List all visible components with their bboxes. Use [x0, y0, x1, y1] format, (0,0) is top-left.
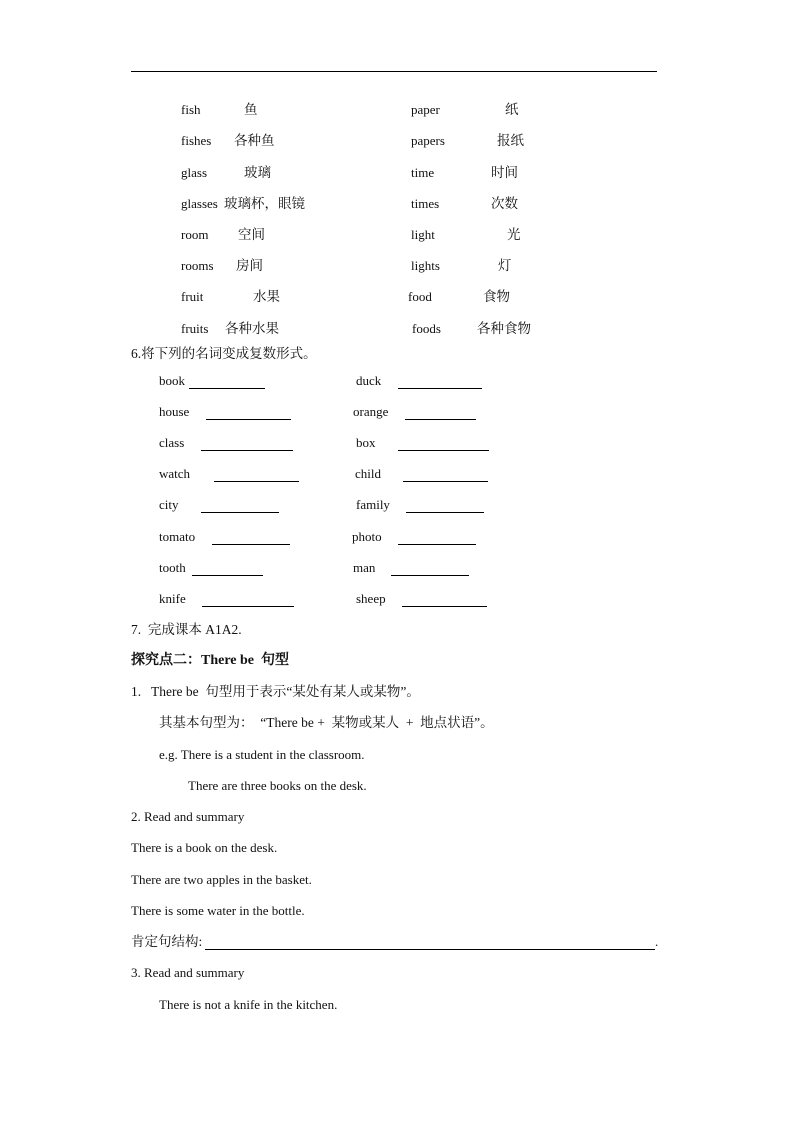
answer-blank — [202, 606, 294, 607]
summary-sentence: There is some water in the bottle. — [131, 903, 305, 918]
answer-blank — [212, 544, 290, 545]
vocab-word: rooms — [181, 258, 214, 273]
exercise-word: knife — [159, 591, 186, 606]
exercise-word: duck — [356, 373, 382, 388]
answer-blank — [201, 450, 293, 451]
answer-blank — [398, 388, 482, 389]
exercise-word: class — [159, 435, 185, 450]
vocab-word: fruit — [181, 289, 204, 304]
read-summary-title: 2. Read and summary — [131, 809, 245, 824]
vocab-meaning: 各种水果 — [225, 321, 279, 336]
vocab-word: foods — [412, 321, 441, 336]
vocab-meaning: 光 — [507, 227, 521, 242]
exercise-word: child — [355, 466, 381, 481]
exercise-word: box — [356, 435, 376, 450]
vocab-word: time — [411, 165, 435, 180]
vocab-word: paper — [411, 102, 440, 117]
vocab-meaning: 次数 — [491, 196, 518, 211]
exercise-word: house — [159, 404, 190, 419]
answer-blank — [192, 575, 263, 576]
vocab-meaning: 各种鱼 — [234, 133, 275, 148]
exercise-word: man — [353, 560, 376, 575]
answer-blank — [403, 481, 488, 482]
exercise-word: photo — [352, 529, 382, 544]
vocab-meaning: 食物 — [483, 289, 510, 304]
vocab-meaning: 房间 — [236, 258, 263, 273]
exercise-word: family — [356, 497, 390, 512]
vocab-meaning: 鱼 — [244, 102, 258, 117]
answer-blank — [205, 949, 655, 950]
affirmative-structure-label: 肯定句结构: — [131, 934, 203, 949]
summary-sentence: There are two apples in the basket. — [131, 872, 312, 887]
vocab-meaning: 时间 — [491, 165, 518, 180]
point-1: 1. There be 句型用于表示“某处有某人或某物”。 — [131, 684, 420, 699]
answer-blank — [214, 481, 299, 482]
answer-blank — [405, 419, 476, 420]
vocab-meaning: 玻璃 — [244, 165, 271, 180]
vocab-meaning: 各种食物 — [477, 321, 531, 336]
exercise-word: watch — [159, 466, 191, 481]
summary-sentence: There is a book on the desk. — [131, 840, 278, 855]
answer-blank — [402, 606, 487, 607]
section-title: 探究点二：There be 句型 — [131, 653, 290, 668]
example-sentence: There are three books on the desk. — [188, 778, 367, 793]
vocab-word: fruits — [181, 321, 209, 336]
exercise-word: tooth — [159, 560, 186, 575]
vocab-word: fish — [181, 102, 201, 117]
vocab-word: room — [181, 227, 209, 242]
answer-blank — [189, 388, 265, 389]
answer-blank — [406, 512, 484, 513]
exercise-word: sheep — [356, 591, 386, 606]
item-7: 7. 完成课本 A1A2. — [131, 622, 242, 637]
vocab-meaning: 水果 — [253, 289, 280, 304]
answer-blank — [201, 512, 279, 513]
answer-blank — [398, 544, 476, 545]
vocab-word: fishes — [181, 133, 212, 148]
vocab-meaning: 空间 — [238, 227, 265, 242]
vocab-meaning: 玻璃杯，眼镜 — [224, 196, 305, 211]
vocab-word: light — [411, 227, 435, 242]
vocab-word: glasses — [181, 196, 218, 211]
answer-blank — [206, 419, 291, 420]
exercise-word: tomato — [159, 529, 196, 544]
answer-blank — [391, 575, 469, 576]
exercise-word: city — [159, 497, 179, 512]
vocab-meaning: 报纸 — [497, 133, 524, 148]
answer-blank — [398, 450, 489, 451]
vocab-meaning: 纸 — [505, 102, 519, 117]
vocab-word: food — [408, 289, 432, 304]
exercise-word: orange — [353, 404, 389, 419]
affirmative-structure-end: . — [655, 934, 659, 949]
vocab-meaning: 灯 — [498, 258, 512, 273]
example-sentence: e.g. There is a student in the classroom. — [159, 747, 365, 762]
vocab-word: papers — [411, 133, 445, 148]
sentence-pattern: 其基本句型为： “There be + 某物或某人 + 地点状语”。 — [159, 715, 494, 730]
exercise-6-title: 6.将下列的名词变成复数形式。 — [131, 346, 317, 361]
vocab-word: glass — [181, 165, 207, 180]
vocab-word: times — [411, 196, 440, 211]
read-summary-title: 3. Read and summary — [131, 965, 245, 980]
summary-sentence: There is not a knife in the kitchen. — [159, 997, 338, 1012]
vocab-word: lights — [411, 258, 440, 273]
exercise-word: book — [159, 373, 185, 388]
header-rule — [131, 71, 657, 72]
